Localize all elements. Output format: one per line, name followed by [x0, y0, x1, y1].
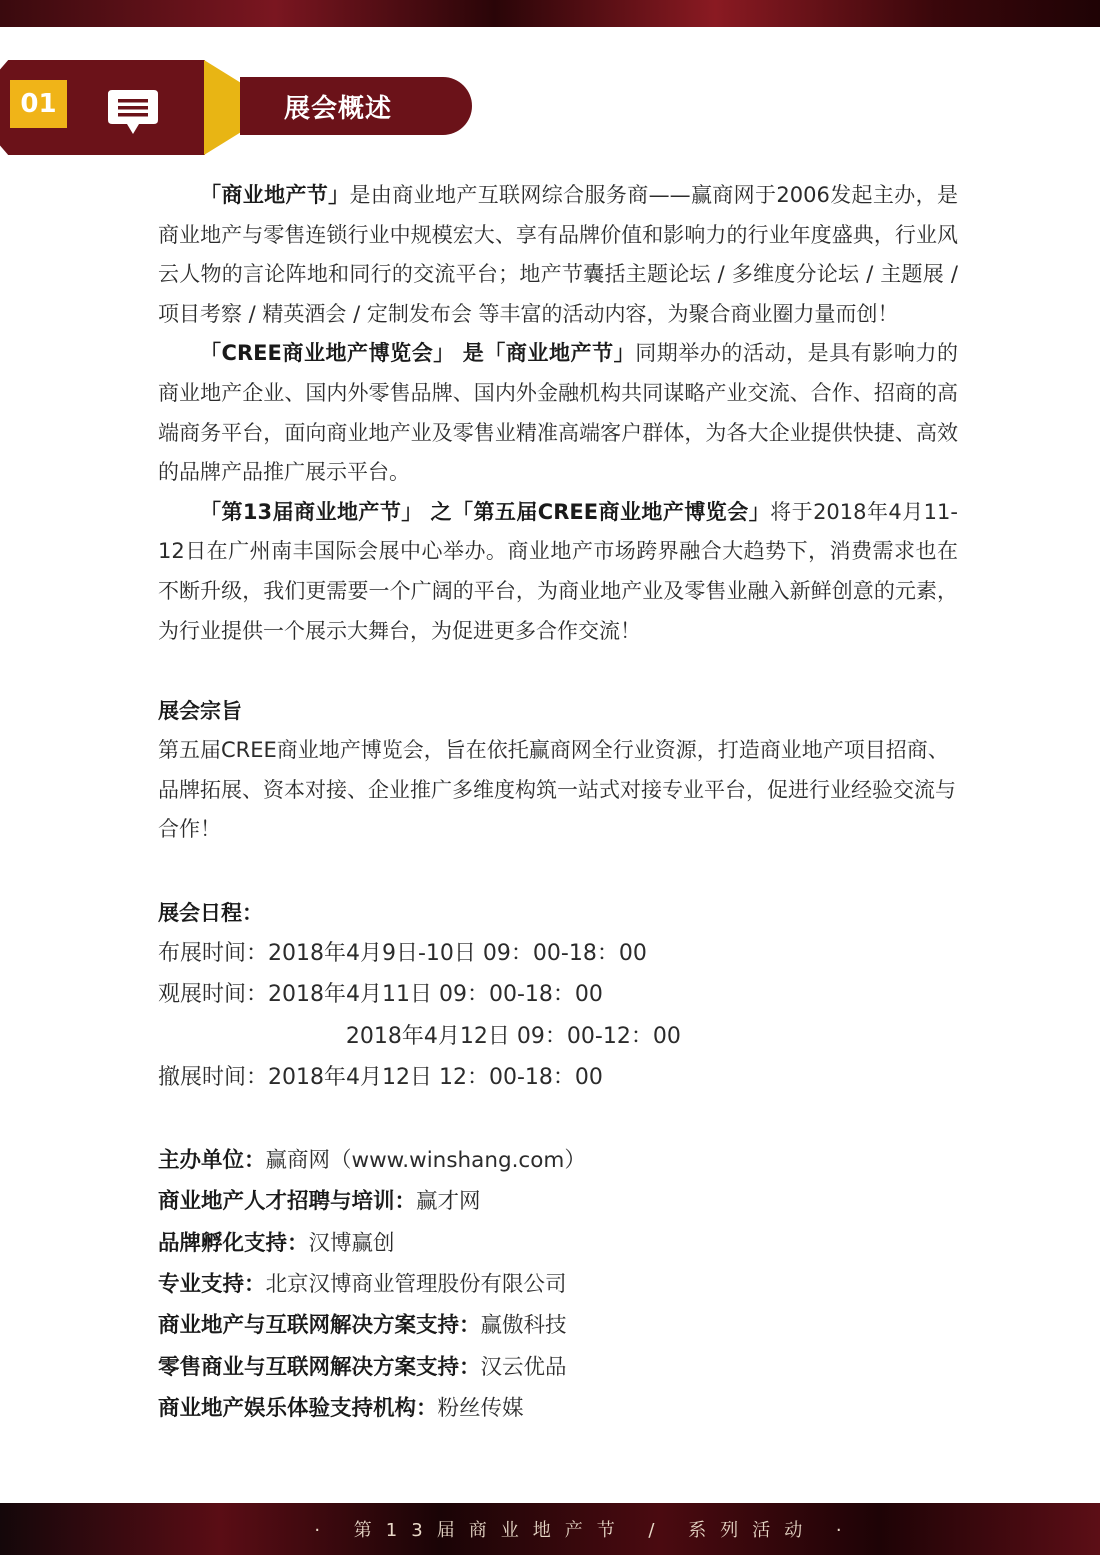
organizer-row	[158, 1347, 958, 1388]
schedule-row-visit-2: 2018年4月12日 09：00-12：00	[276, 1023, 681, 1049]
organizer-key: 商业地产人才招聘与培训：	[158, 1189, 417, 1215]
organizer-key: 专业支持：	[158, 1271, 266, 1297]
organizer-key: 零售商业与互联网解决方案支持：	[158, 1354, 481, 1380]
intro-paragraph-3	[158, 493, 958, 651]
section-number-badge: 01	[10, 80, 67, 128]
paragraph-text: 将于2018年4月11-12日在广州南丰国际会展中心举办。商业地产市场跨界融合大趋势下，消费需求也在不断升级，我们更需要一个广阔的平台，为商业地产业及零售业融入新鲜创意的元素，为行业提供一个展示大舞台，为促进更多合作交流！	[158, 499, 958, 643]
event-name-bold: 「商业地产节」	[200, 183, 350, 207]
section-header	[0, 60, 480, 155]
schedule-heading: 展会日程：	[158, 900, 263, 925]
event-name-bold: 「商业地产节」	[484, 341, 636, 366]
organizer-value: 汉博赢创	[308, 1230, 395, 1256]
section-title: 展会概述	[284, 94, 393, 124]
schedule-row-teardown: 撤展时间：2018年4月12日 12：00-18：00	[158, 1064, 603, 1090]
organizer-key: 商业地产与互联网解决方案支持：	[158, 1313, 481, 1339]
purpose-text: 第五届CREE商业地产博览会，旨在依托赢商网全行业资源，打造商业地产项目招商、品牌拓展、资本对接、企业推广多维度构筑一站式对接专业平台，促进行业经验交流与合作！	[158, 738, 956, 842]
connector-bold: 之	[422, 499, 452, 524]
paragraph-text: 是由商业地产互联网综合服务商——赢商网于2006发起主办，是商业地产与零售连锁行业中规模宏大、享有品牌价值和影响力的行业年度盛典，行业风云人物的言论阵地和同行的交流平台；地产节囊括主题论坛 / 多维度分论坛 / 主题展 / 项目考察 / 精英酒会 / 定制发布会 等丰富的活动内容，为聚合商业圈力量而创！	[158, 183, 958, 326]
organizer-key: 品牌孵化支持：	[158, 1230, 309, 1256]
chat-bubble-icon	[106, 88, 160, 136]
expo-name-bold: 「CREE商业地产博览会」	[200, 341, 455, 366]
intro-paragraph-1	[158, 176, 958, 334]
organizer-value: 赢才网	[416, 1189, 481, 1215]
schedule-row-visit: 观展时间：2018年4月11日 09：00-18：00	[158, 982, 603, 1008]
organizer-key: 商业地产娱乐体验支持机构：	[158, 1395, 438, 1421]
edition-name-bold: 「第13届商业地产节」	[200, 499, 423, 524]
organizer-value: 赢傲科技	[480, 1313, 567, 1339]
organizer-row	[158, 1181, 958, 1222]
footer-text: · 第13届商业地产节 / 系列活动 ·	[314, 1520, 856, 1541]
organizer-value: 赢商网（www.winshang.com）	[265, 1148, 586, 1174]
organizer-value: 粉丝传媒	[437, 1395, 524, 1421]
paragraph-text: 同期举办的活动，是具有影响力的商业地产企业、国内外零售品牌、国内外金融机构共同谋略产业交流、合作、招商的高端商务平台，面向商业地产业及零售业精准高端客户群体，为各大企业提供快捷、高效的品牌产品推广展示平台。	[158, 341, 959, 485]
organizer-value: 北京汉博商业管理股份有限公司	[265, 1271, 567, 1297]
organizer-row	[158, 1264, 958, 1305]
main-content	[158, 176, 958, 1429]
connector-bold: 是	[454, 341, 485, 366]
expo-edition-bold: 「第五届CREE商业地产博览会」	[451, 499, 771, 524]
organizer-row	[158, 1223, 958, 1264]
footer-band	[0, 1503, 1100, 1555]
organizer-key: 主办单位：	[158, 1148, 266, 1174]
top-decorative-band	[0, 0, 1100, 27]
organizer-value: 汉云优品	[480, 1354, 567, 1380]
organizer-row	[158, 1388, 958, 1429]
intro-paragraph-2	[158, 334, 958, 492]
purpose-heading: 展会宗旨	[158, 699, 242, 724]
organizer-row	[158, 1140, 958, 1181]
organizer-row	[158, 1305, 958, 1346]
schedule-row-setup: 布展时间：2018年4月9日-10日 09：00-18：00	[158, 940, 647, 966]
